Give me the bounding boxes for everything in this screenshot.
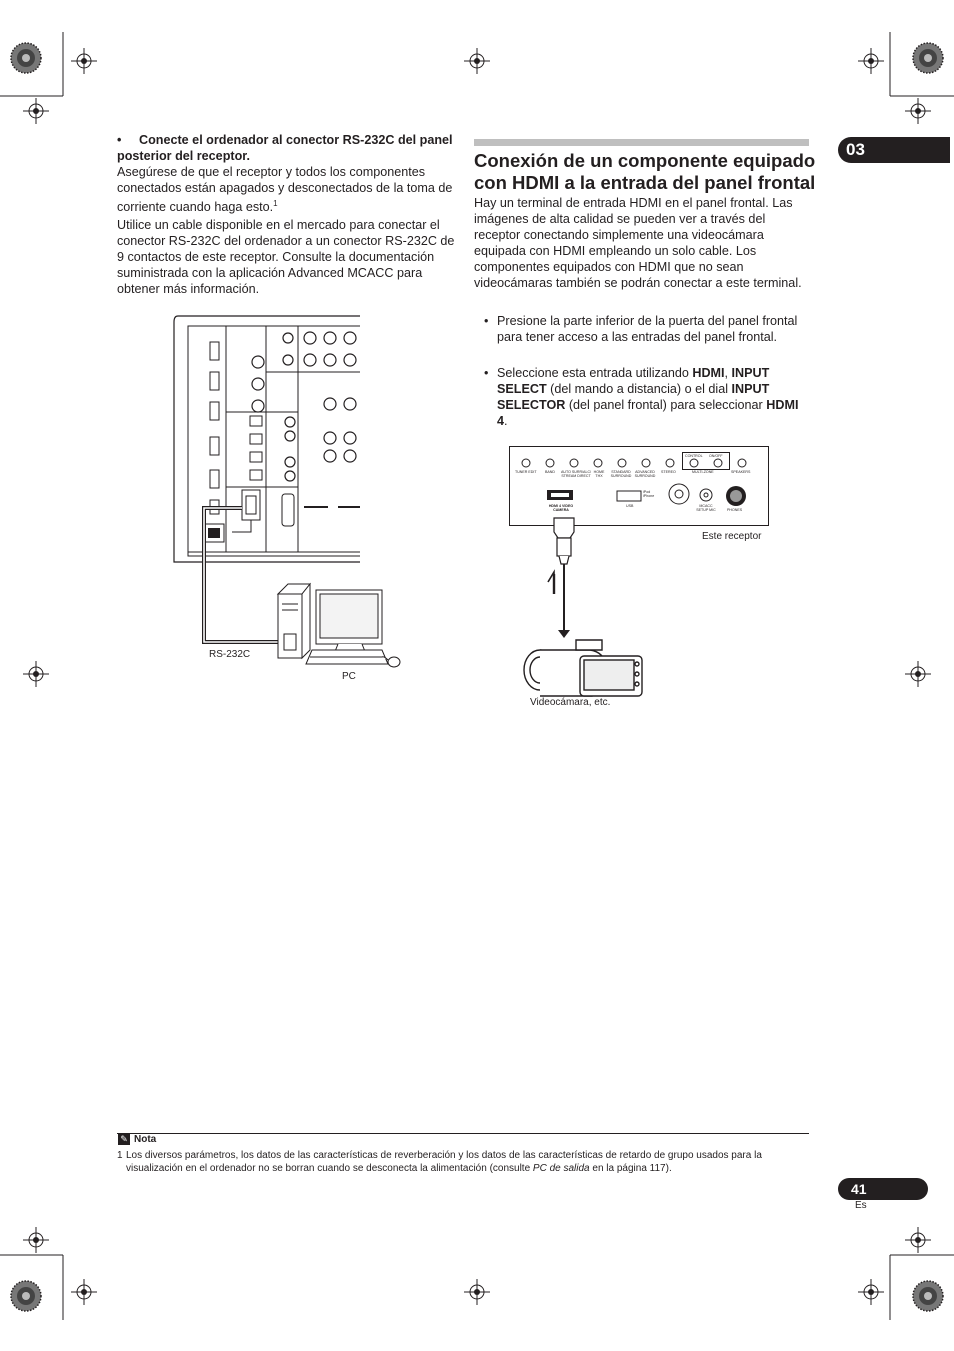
section-bar [474, 139, 809, 146]
panel-button-label: STANDARD SURROUND [610, 470, 632, 478]
bullet-item-2 [484, 365, 804, 429]
panel-jack-label: MCACC SETUP MIC [696, 504, 716, 512]
rs232c-connection-figure [170, 312, 410, 692]
bullet-heading [117, 132, 457, 164]
note-body [126, 1150, 816, 1175]
note-header [118, 1134, 156, 1145]
hdmi-plug [554, 518, 574, 564]
panel-button-label: ADVANCED SURROUND [634, 470, 656, 478]
note-number: 1 [117, 1150, 123, 1161]
note-text-2: en la página 117). [589, 1162, 672, 1174]
paragraph-1 [117, 164, 457, 215]
b2-hdmi: HDMI [692, 366, 725, 380]
b2-t4: (del panel frontal) para seleccionar [565, 398, 767, 412]
bullet-dot: • [484, 314, 489, 328]
b2-t3: (del mando a distancia) o el dial [546, 382, 732, 396]
panel-jack-label: PHONES [727, 508, 743, 512]
paragraph-2: Utilice un cable disponible en el mercado para conectar el conector RS-232C del ordenador a un conector RS-232C de 9 contactos de este receptor. Consulte la documentación suministrada con la aplicación Advanced MCACC para obtener más información. [117, 218, 455, 296]
bullet-dot: • [117, 133, 122, 147]
bullet-dot: • [484, 366, 489, 380]
panel-button-label: STEREO [661, 470, 676, 474]
panel-button-label: BAND [545, 470, 555, 474]
b2-t5: . [504, 414, 508, 428]
camcorder-illustration [524, 640, 642, 696]
panel-jack-label: USB [626, 504, 634, 508]
panel-jack-label: iPod iPhone [643, 490, 655, 498]
note-pencil-icon: ✎ [118, 1134, 130, 1145]
label-videocamara: Videocámara, etc. [530, 697, 611, 708]
note-italic: PC de salida [532, 1162, 590, 1174]
footnote-ref: 1 [273, 199, 278, 208]
bullet-item-1-text: Presione la parte inferior de la puerta del panel frontal para tener acceso a las entradas del panel frontal. [497, 314, 798, 344]
bullet-item-1 [484, 313, 804, 345]
bullet-item-2-text [497, 365, 804, 429]
b2-t1: Seleccione esta entrada utilizando [497, 366, 693, 380]
b2-hdmi4: HDMI 4 [497, 398, 799, 428]
b2-input-select: INPUT SELECT [497, 366, 770, 396]
chapter-number: 03 [846, 140, 865, 159]
section-heading: Conexión de un componente equipado con HDMI a la entrada del panel frontal [474, 150, 816, 193]
b2-input-selector: INPUT SELECTOR [497, 382, 770, 412]
paragraph-1-text: Asegúrese de que el receptor y todos los componentes conectados están apagados y desconectados de la toma de corriente cuando haga esto. [117, 165, 453, 215]
label-pc: PC [342, 671, 356, 682]
panel-button-labels [509, 454, 769, 488]
b2-t2: , [724, 366, 732, 380]
rs232c-port [282, 494, 294, 526]
panel-group-label: SPEAKERS [731, 470, 751, 474]
page-number: 41 [851, 1181, 867, 1197]
note-rule [117, 1133, 809, 1134]
hdmi-connection-figure [510, 510, 660, 710]
note-title: Nota [134, 1134, 157, 1145]
panel-group-label: CONTROL [685, 454, 703, 458]
label-este-receptor: Este receptor [702, 531, 762, 542]
panel-group-label: MULTI-ZONE [692, 470, 714, 474]
pc-illustration [278, 584, 400, 667]
panel-button-label: AUTO SURR/ALC/ STREAM DIRECT [560, 470, 592, 478]
label-rs232c: RS-232C [209, 649, 251, 660]
intro-paragraph: Hay un terminal de entrada HDMI en el panel frontal. Las imágenes de alta calidad se pueden ver a través del receptor conectando simplemente una videocámara equipada con HDMI empleando un solo cable. Los componentes equipados con HDMI que no sean videocámaras también se podrán conectar a este terminal. [474, 196, 802, 290]
language-code: Es [855, 1200, 867, 1211]
bullet-heading-text: Conecte el ordenador al conector RS-232C del panel posterior del receptor. [117, 133, 453, 163]
panel-group-label: ON/OFF [709, 454, 723, 458]
panel-button-label: HOME THX [593, 470, 605, 478]
panel-button-label: TUNER EDIT [515, 470, 537, 474]
note-text-1: Los diversos parámetros, los datos de las características de reverberación y los datos de las características de retardo de grupo usados para la visualización en el ordenador no se borran cuando se desconecta la alimentación (consulte [126, 1150, 762, 1174]
hdmi4-jack-label: HDMI 4 VIDEO CAMERA [548, 504, 574, 512]
